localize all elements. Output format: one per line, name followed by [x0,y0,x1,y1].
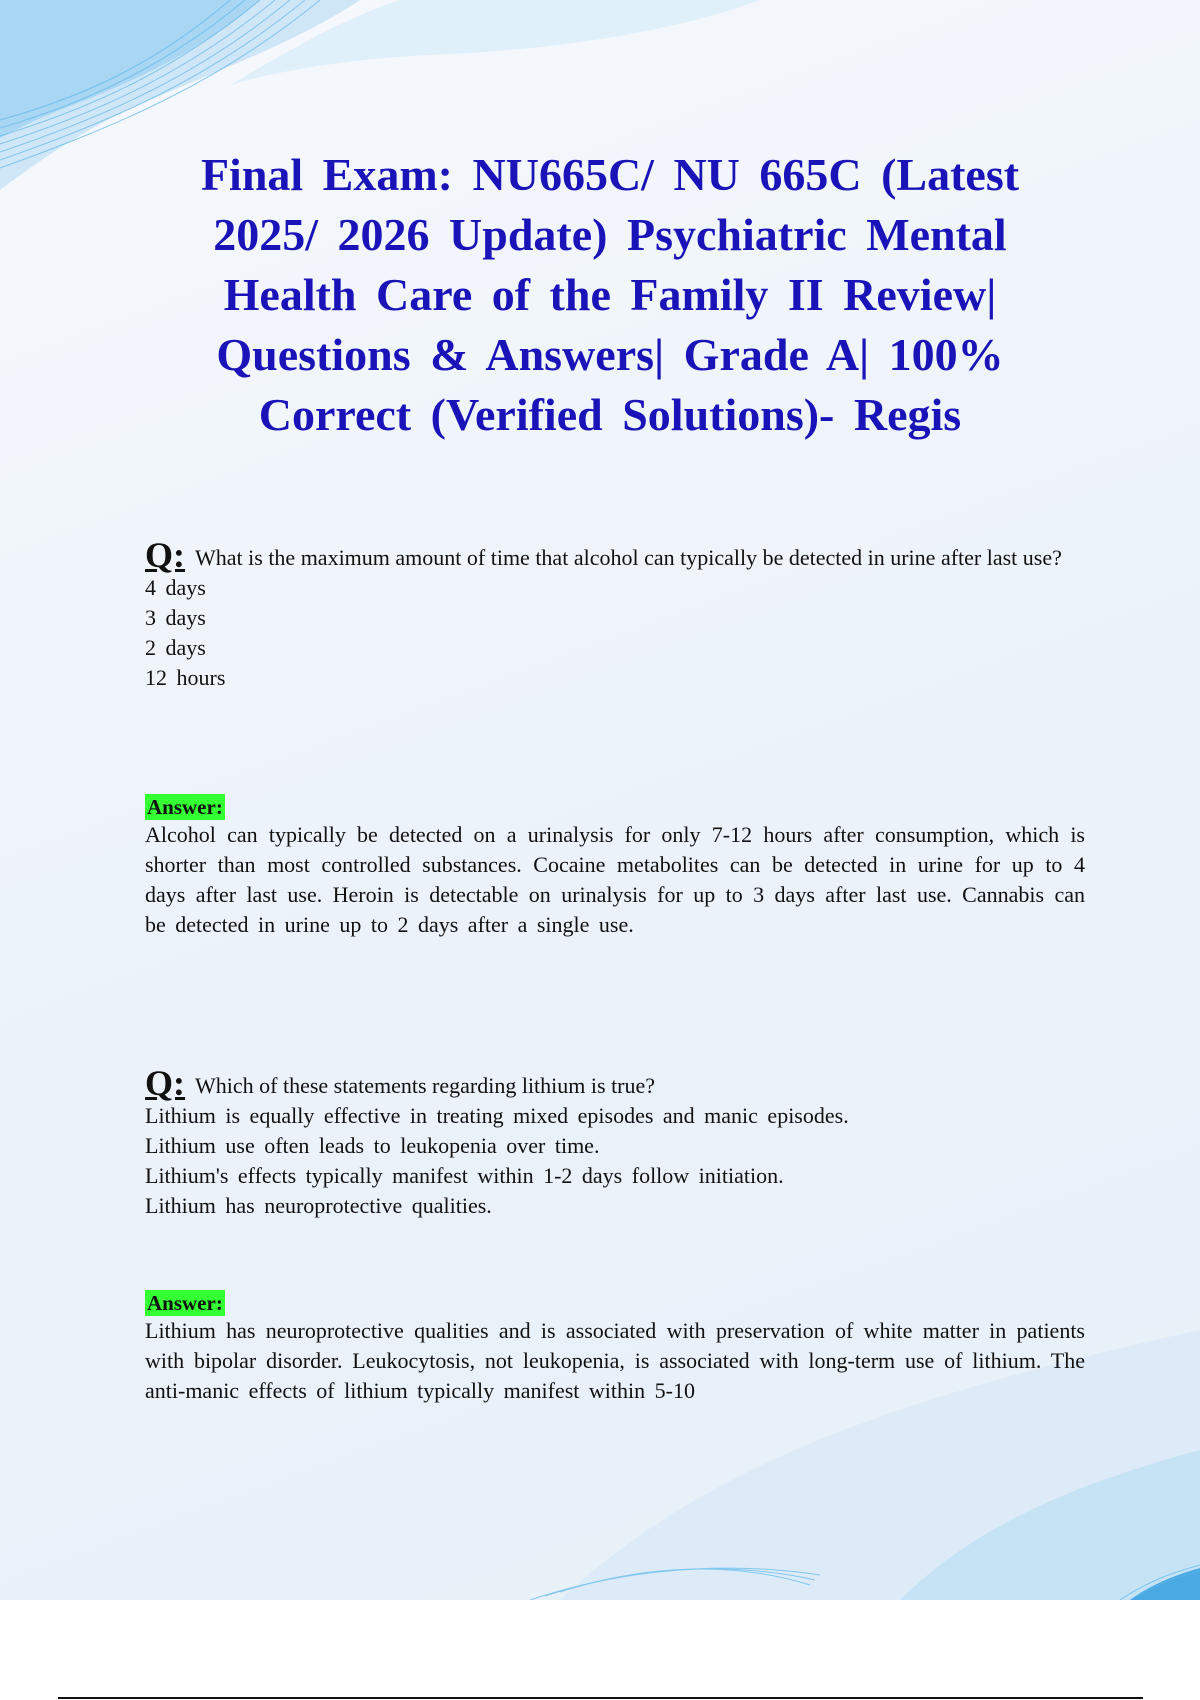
document-title: Final Exam: NU665C/ NU 665C (Latest 2025/ 2026 Update) Psychiatric Mental Health Care of the Family II Review| Questions & Answers| Grade A| 100% Correct (Verified Solutions)- Regis [200,149,1020,440]
answer-option: 2 days [145,635,206,660]
question-text-line [145,1063,1085,1103]
footer-divider [58,1697,1143,1699]
question-text-line [145,535,1085,575]
question-text: Which of these statements regarding lithium is true? [195,1073,656,1098]
answer-block [145,794,1085,940]
answer-option: 3 days [145,605,206,630]
question-marker: Q: [145,535,185,575]
answer-label: Answer: [147,1291,223,1315]
answer-explanation: Lithium has neuroprotective qualities and is associated with preservation of white matter in patients with bipolar disorder. Leukocytosis, not leukopenia, is associated with long-term use of lithium. The anti-manic effects of lithium typically manifest within 5-10 [145,1318,1085,1403]
question-marker: Q: [145,1063,185,1103]
answer-block [145,1290,1085,1406]
answer-option: Lithium use often leads to leukopenia over time. [145,1133,600,1158]
answer-option: 12 hours [145,665,226,690]
answer-option: 4 days [145,575,206,600]
answer-option: Lithium is equally effective in treating mixed episodes and manic episodes. [145,1103,849,1128]
answer-explanation: Alcohol can typically be detected on a urinalysis for only 7-12 hours after consumption, which is shorter than most controlled substances. Cocaine metabolites can be detected in urine for up to 4 days after last use. Heroin is detectable on urinalysis for up to 3 days after last use. Cannabis can be detected in urine up to 2 days after a single use. [145,822,1085,937]
question-text: What is the maximum amount of time that alcohol can typically be detected in urine after last use? [195,545,1062,570]
answer-option: Lithium has neuroprotective qualities. [145,1193,492,1218]
question-block [145,535,1085,693]
answer-label: Answer: [147,795,223,819]
answer-option: Lithium's effects typically manifest within 1-2 days follow initiation. [145,1163,784,1188]
question-block [145,1063,1085,1221]
